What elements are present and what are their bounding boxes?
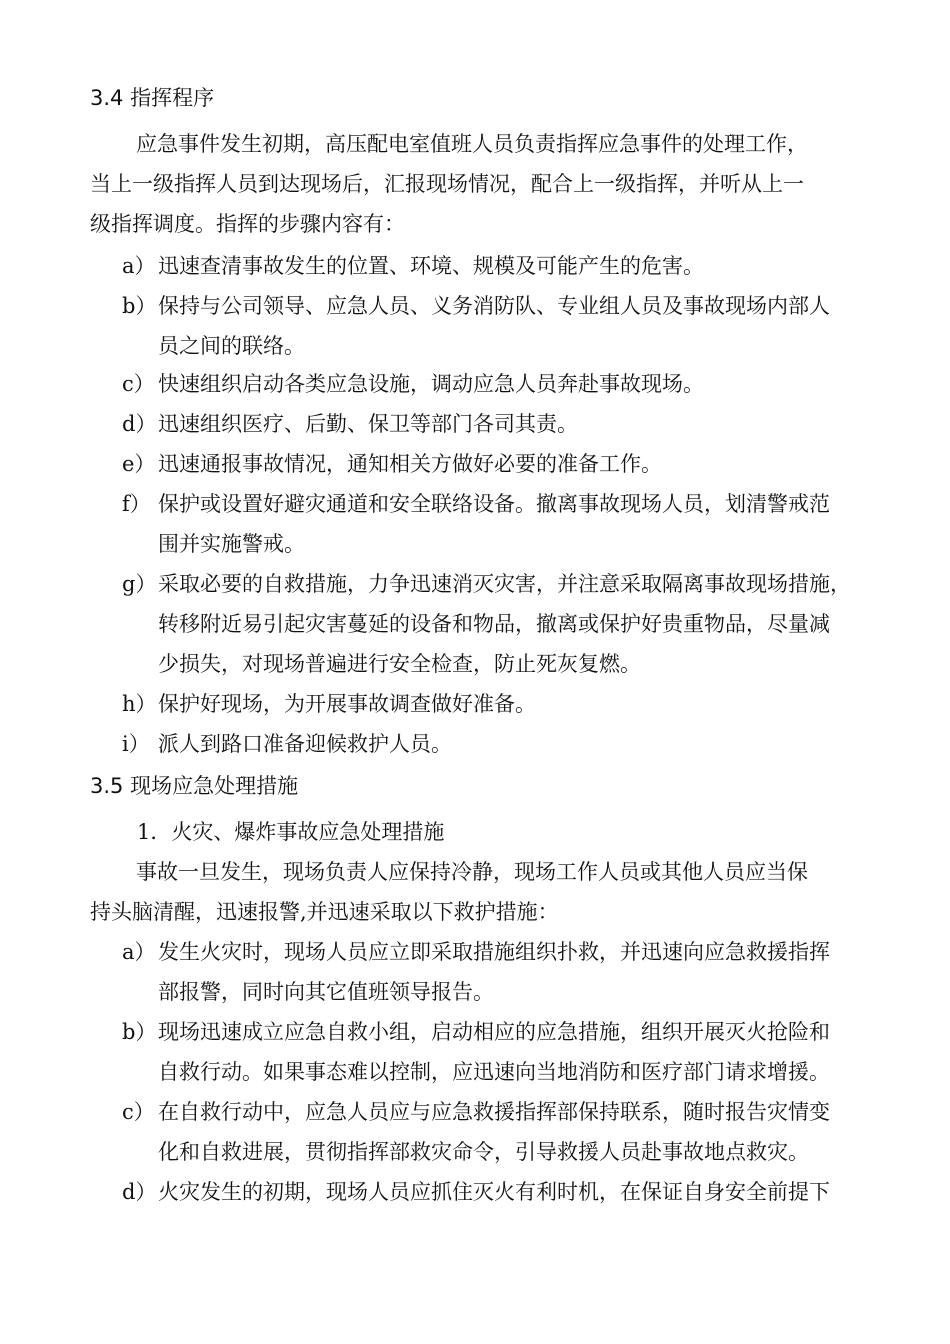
- intro-line: 事故一旦发生，现场负责人应保持冷静，现场工作人员或其他人员应当保: [136, 860, 808, 884]
- list-item-text: 自救行动。如果事态难以控制，应迅速向当地消防和医疗部门请求增援。: [158, 1060, 830, 1084]
- list-item-text: 保持与公司领导、应急人员、义务消防队、专业组人员及事故现场内部人: [158, 294, 830, 318]
- list-item: [122, 364, 882, 404]
- list-item: [122, 1012, 882, 1092]
- list-marker: h）: [122, 692, 157, 716]
- list-item-text: 保护或设置好避灾通道和安全联络设备。撤离事故现场人员，划清警戒范: [158, 492, 830, 516]
- list-item-text: 化和自救进展，贯彻指挥部救灾命令，引导救援人员赴事故地点救灾。: [158, 1140, 809, 1164]
- list-item-text: 迅速组织医疗、后勤、保卫等部门各司其责。: [158, 412, 578, 436]
- intro-line: 当上一级指挥人员到达现场后，汇报现场情况，配合上一级指挥，并听从上一: [90, 172, 804, 196]
- list-item: [122, 724, 882, 764]
- list-marker: d）: [122, 1180, 157, 1204]
- list-item-text: 迅速通报事故情况，通知相关方做好必要的准备工作。: [158, 452, 662, 476]
- list-item-text: 员之间的联络。: [158, 334, 305, 358]
- list-marker: c）: [122, 1100, 155, 1124]
- section-3-4-heading: 3.4 指挥程序: [90, 86, 215, 110]
- list-item-text: 火灾发生的初期，现场人员应抓住灭火有利时机，在保证自身安全前提下: [158, 1180, 830, 1204]
- intro-line: 应急事件发生初期，高压配电室值班人员负责指挥应急事件的处理工作，: [136, 132, 808, 156]
- list-item: [122, 1092, 882, 1172]
- list-item-text: 围并实施警戒。: [158, 532, 305, 556]
- subsection-heading: 1．火灾、爆炸事故应急处理措施: [137, 820, 445, 844]
- list-item-text: 部报警，同时向其它值班领导报告。: [158, 980, 494, 1004]
- list-item-text: 保护好现场，为开展事故调查做好准备。: [158, 692, 536, 716]
- list-item: [122, 404, 882, 444]
- intro-line: 级指挥调度。指挥的步骤内容有：: [90, 212, 405, 236]
- list-marker: g）: [122, 572, 157, 596]
- list-marker: a）: [122, 254, 156, 278]
- list-item-text: 发生火灾时，现场人员应立即采取措施组织扑救，并迅速向应急救援指挥: [158, 940, 830, 964]
- list-marker: e）: [122, 452, 156, 476]
- list-item-text: 采取必要的自救措施，力争迅速消灭灾害，并注意采取隔离事故现场措施，: [158, 572, 851, 596]
- list-marker: d）: [122, 412, 157, 436]
- section-3-4-intro: [90, 124, 870, 244]
- list-item: [122, 246, 882, 286]
- list-marker: c）: [122, 372, 155, 396]
- list-item: [122, 286, 882, 366]
- section-3-5-intro: [90, 852, 870, 932]
- list-item: [122, 932, 882, 1012]
- list-item-text: 迅速查清事故发生的位置、环境、规模及可能产生的危害。: [158, 254, 704, 278]
- list-item-text: 派人到路口准备迎候救护人员。: [158, 732, 452, 756]
- list-item-text: 转移附近易引起灾害蔓延的设备和物品，撤离或保护好贵重物品，尽量减: [158, 612, 830, 636]
- list-marker: b）: [122, 1020, 157, 1044]
- list-marker: b）: [122, 294, 157, 318]
- list-item-text: 少损失，对现场普遍进行安全检查，防止死灰复燃。: [158, 652, 641, 676]
- list-marker: f）: [122, 492, 151, 516]
- list-item: [122, 564, 882, 684]
- list-item-text: 在自救行动中，应急人员应与应急救援指挥部保持联系，随时报告灾情变: [158, 1100, 830, 1124]
- list-item: [122, 484, 882, 564]
- list-item: [122, 684, 882, 724]
- list-item: [122, 1172, 882, 1212]
- list-item-text: 现场迅速成立应急自救小组，启动相应的应急措施，组织开展灭火抢险和: [158, 1020, 830, 1044]
- list-marker: a）: [122, 940, 156, 964]
- section-3-5-heading: 3.5 现场应急处理措施: [90, 774, 299, 798]
- list-item-text: 快速组织启动各类应急设施，调动应急人员奔赴事故现场。: [158, 372, 704, 396]
- list-marker: i）: [122, 732, 150, 756]
- intro-line: 持头脑清醒，迅速报警,并迅速采取以下救护措施：: [90, 900, 559, 924]
- list-item: [122, 444, 882, 484]
